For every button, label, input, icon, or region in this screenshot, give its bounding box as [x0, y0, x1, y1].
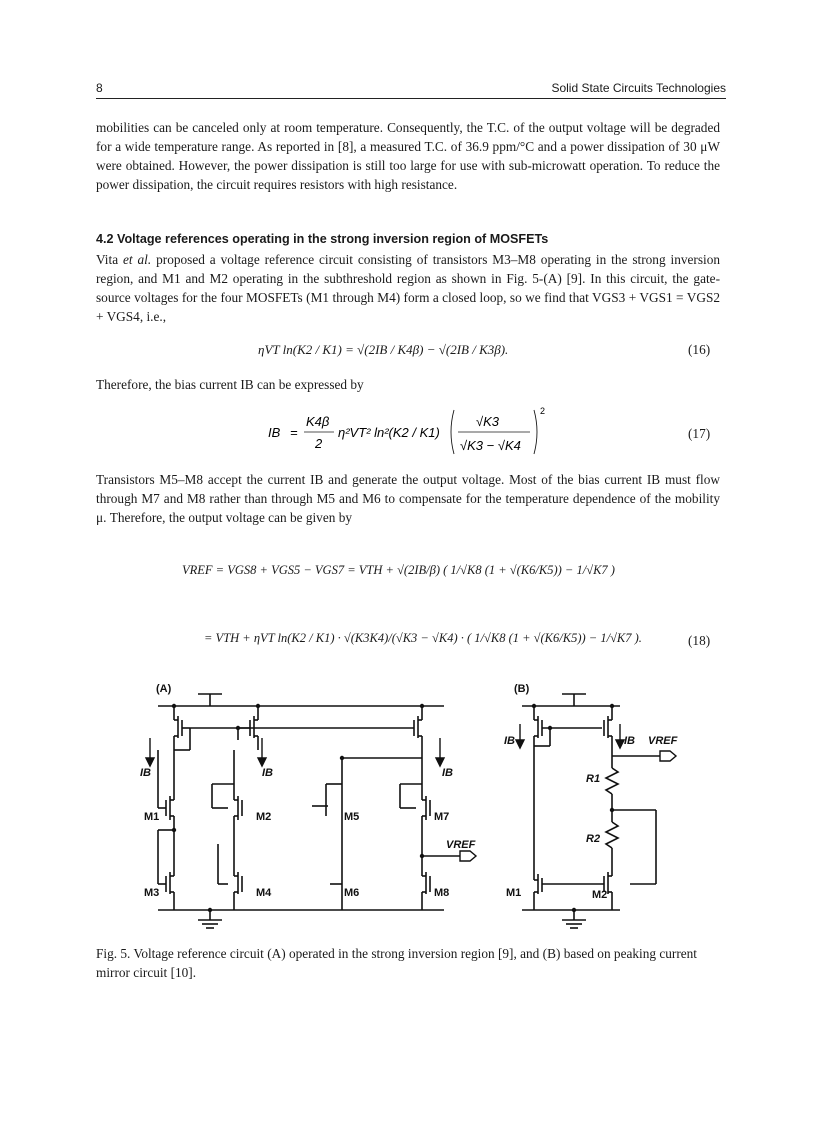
label-b-m2: M2: [592, 889, 608, 901]
label-ib-a1: IB: [140, 767, 151, 779]
eq17-equals: =: [290, 425, 298, 440]
equation-16: ηVT ln(K2 / K1) = √(2IB / K4β) − √(2IB / K3β).: [258, 342, 509, 357]
label-m4: M4: [256, 887, 272, 899]
equation-18b: = VTH + ηVT ln(K2 / K1) · √(K3K4)/(√K3 − √K4) · ( 1/√K8 (1 + √(K6/K5)) − 1/√K7 ).: [204, 631, 642, 645]
label-b-m1: M1: [506, 887, 522, 899]
label-ib-a3: IB: [442, 767, 453, 779]
page-number: 8: [96, 81, 103, 95]
label-m2: M2: [256, 811, 272, 823]
page-header: [96, 80, 726, 99]
label-ib-b1: IB: [504, 735, 515, 747]
paragraph-output-voltage: Transistors M5–M8 accept the current IB and generate the output voltage. Most of the bias current IB must flow through M7 and M8 rather than through M5 and M6 to compensate for the temperature dependence of the mobility μ. Therefore, the output voltage can be given by: [96, 472, 720, 525]
label-ib-b2: IB: [624, 735, 635, 747]
running-title: Solid State Circuits Technologies: [551, 81, 726, 95]
label-m5: M5: [344, 811, 360, 823]
eq17-lhs: IB: [268, 425, 281, 440]
eq17-mid: η²VT² ln²(K2 / K1): [338, 425, 440, 440]
label-m1: M1: [144, 811, 160, 823]
equation-17: [268, 404, 558, 460]
eq17-exponent: 2: [540, 406, 546, 416]
fig-label-b: (B): [514, 683, 530, 695]
label-m8: M8: [434, 887, 450, 899]
paragraph-intro: mobilities can be canceled only at room temperature. Consequently, the T.C. of the output voltage will be degraded for a wide temperature range. As reported in [8], a measured T.C. of 36.9 ppm/°C and a power dissipation of 30 μW were obtained. However, the power dissipation is still too large for use with sub-microwatt operation. To reduce the power dissipation, the circuit requires resistors with high resistance.: [96, 120, 720, 192]
label-m3: M3: [144, 887, 160, 899]
label-vref-a: VREF: [446, 839, 476, 851]
figure-5-circuit: [130, 680, 710, 935]
equation-16-number: (16): [688, 342, 711, 357]
figure-caption: Fig. 5. Voltage reference circuit (A) operated in the strong inversion region [9], and (B) based on peaking current mirror circuit [10].: [96, 946, 697, 980]
label-vref-b: VREF: [648, 735, 678, 747]
eq17-inner-num: √K3: [476, 414, 500, 429]
fig-label-a: (A): [156, 683, 172, 695]
label-r1: R1: [586, 773, 601, 785]
label-m6: M6: [344, 887, 360, 899]
equation-18a: VREF = VGS8 + VGS5 − VGS7 = VTH + √(2IB/β) ( 1/√K8 (1 + √(K6/K5)) − 1/√K7 ): [182, 563, 615, 577]
label-r2: R2: [586, 833, 601, 845]
label-ib-a2: IB: [262, 767, 273, 779]
equation-17-number: (17): [688, 426, 711, 441]
paragraph-vita: Vita et al. proposed a voltage reference circuit consisting of transistors M3–M8 operating in the strong inversion region, and M1 and M2 operating in the subthreshold region as shown in Fig. 5-(A) [9]. In this circuit, the gate-source voltages for the four MOSFETs (M1 through M4) form a closed loop, so we find that VGS3 + VGS1 = VGS2 + VGS4, i.e.,: [96, 252, 720, 324]
equation-18-number: (18): [688, 633, 711, 648]
label-m7: M7: [434, 811, 450, 823]
eq17-frac-num: K4β: [306, 414, 330, 429]
paragraph-bias-current: Therefore, the bias current IB can be expressed by: [96, 377, 364, 392]
section-heading: 4.2 Voltage references operating in the strong inversion region of MOSFETs: [96, 232, 549, 246]
eq17-frac-den: 2: [315, 436, 323, 451]
eq17-inner-den: √K3 − √K4: [460, 438, 521, 453]
